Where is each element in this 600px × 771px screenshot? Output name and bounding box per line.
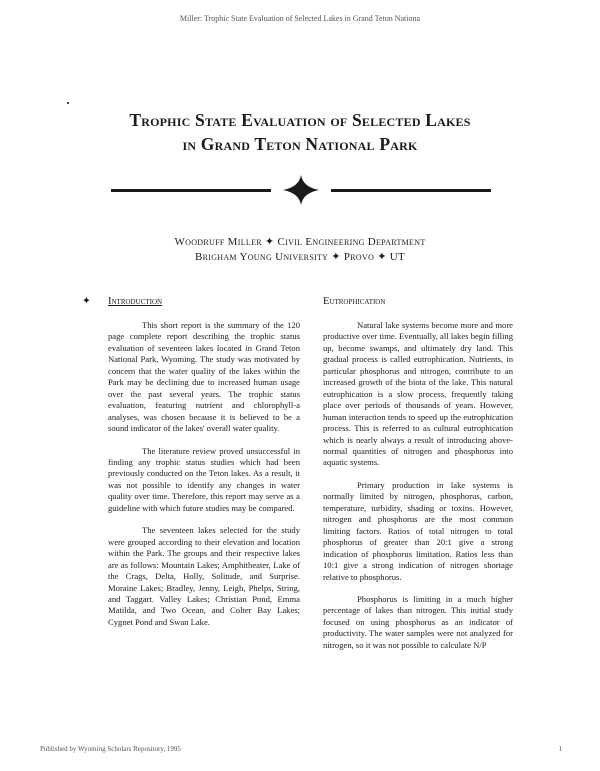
intro-paragraph-1: This short report is the summary of the 120 page complete report describing the trophic status evaluation of seventeen lakes located in Grand Teton National Park, Wyoming. The study was motivated by concern that the water quality of the lakes within the Park may be declining due to increased human usage over the past several years. The trophic status evaluation, featuring nutrient and chlorophyll-a analyses, was chosen because it is believed to be a sound indicator of the lakes' overall water quality. — [108, 320, 300, 434]
speck-mark — [67, 102, 69, 104]
eutrophication-paragraph-2: Primary production in lake systems is normally limited by nitrogen, phosphorus, carbon, temperature, turbidity, shading or toxins. However, nitrogen and phosphorus are the most common limiting factors. Ratios of total nitrogen to total phosphorus of greater than 20:1 give a strong indication of phosphorus limitation. Ratios less than 10:1 give a strong indication of nitrogen shortage relative to phosphorus. — [323, 479, 513, 582]
right-column — [323, 296, 513, 662]
author-block — [60, 235, 540, 265]
left-column — [82, 296, 300, 639]
author-line-1: Woodruff Miller ✦ Civil Engineering Department — [174, 236, 426, 248]
section-heading-introduction — [82, 296, 300, 320]
title-line-2: in Grand Teton National Park — [182, 134, 418, 154]
divider-rule-left — [111, 189, 271, 192]
running-head: Miller: Trophic State Evaluation of Selected Lakes in Grand Teton Nationa — [179, 14, 421, 23]
intro-paragraph-2: The literature review proved unsuccessful in finding any trophic status studies which had been previously conducted on the Teton lakes. As a result, it was not possible to identify any changes in water quality over time. Therefore, this report may serve as a guideline with which future studies may be compared. — [108, 445, 300, 513]
title-divider — [111, 175, 491, 205]
footer-page-number: 1 — [558, 745, 562, 753]
title-line-1: Trophic State Evaluation of Selected Lakes — [129, 110, 471, 130]
page-title — [40, 108, 560, 156]
section-heading-eutrophication: Eutrophication — [323, 296, 386, 307]
footer-publisher: Published by Wyoming Scholars Repository, 1995 — [40, 745, 181, 753]
divider-rule-right — [331, 189, 491, 192]
eutrophication-paragraph-1: Natural lake systems become more and more productive over time. Eventually, all lakes begin filling up, become swamps, and ultimately dry land. This gradual process is called eutrophication. Nutrients, in particular phosphorus and nitrogen, contribute to an increased growth of the biota of the lake. This natural eutrophication is a slow process, frequently taking place over periods of thousands of years. However, human interaction tends to speed up the eutrophication process. This is referred to as cultural eutrophication which is nearly always a result of introducing above-normal quantities of nitrogen and phosphorus into aquatic systems. — [323, 320, 513, 468]
intro-paragraph-3: The seventeen lakes selected for the study were grouped according to their elevation and location within the Park. The groups and their respective lakes are as follows: Mountain Lakes; Amphitheater, Lake of the Crags, Delta, Holly, Solitude, and Surprise. Moraine Lakes; Bradley, Jenny, Leigh, Phelps, String, and Taggart. Valley Lakes; Christian Pond, Emma Matilda, and Two Ocean, and Colter Bay Lakes; Cygnet Pond and Swan Lake. — [108, 525, 300, 627]
eutrophication-paragraph-3: Phosphorus is limiting in a much higher percentage of lakes than nitrogen. This initial study focused on using phosphorus as an indicator of productivity. The water samples were not analyzed for nitrogen, so it was not possible to calculate N/P — [323, 593, 513, 650]
heading-star-icon: ✦ — [82, 296, 91, 307]
author-line-2: Brigham Young University ✦ Provo ✦ UT — [194, 251, 406, 263]
four-point-star-icon — [283, 175, 319, 205]
introduction-heading-label: Introduction — [108, 296, 163, 307]
